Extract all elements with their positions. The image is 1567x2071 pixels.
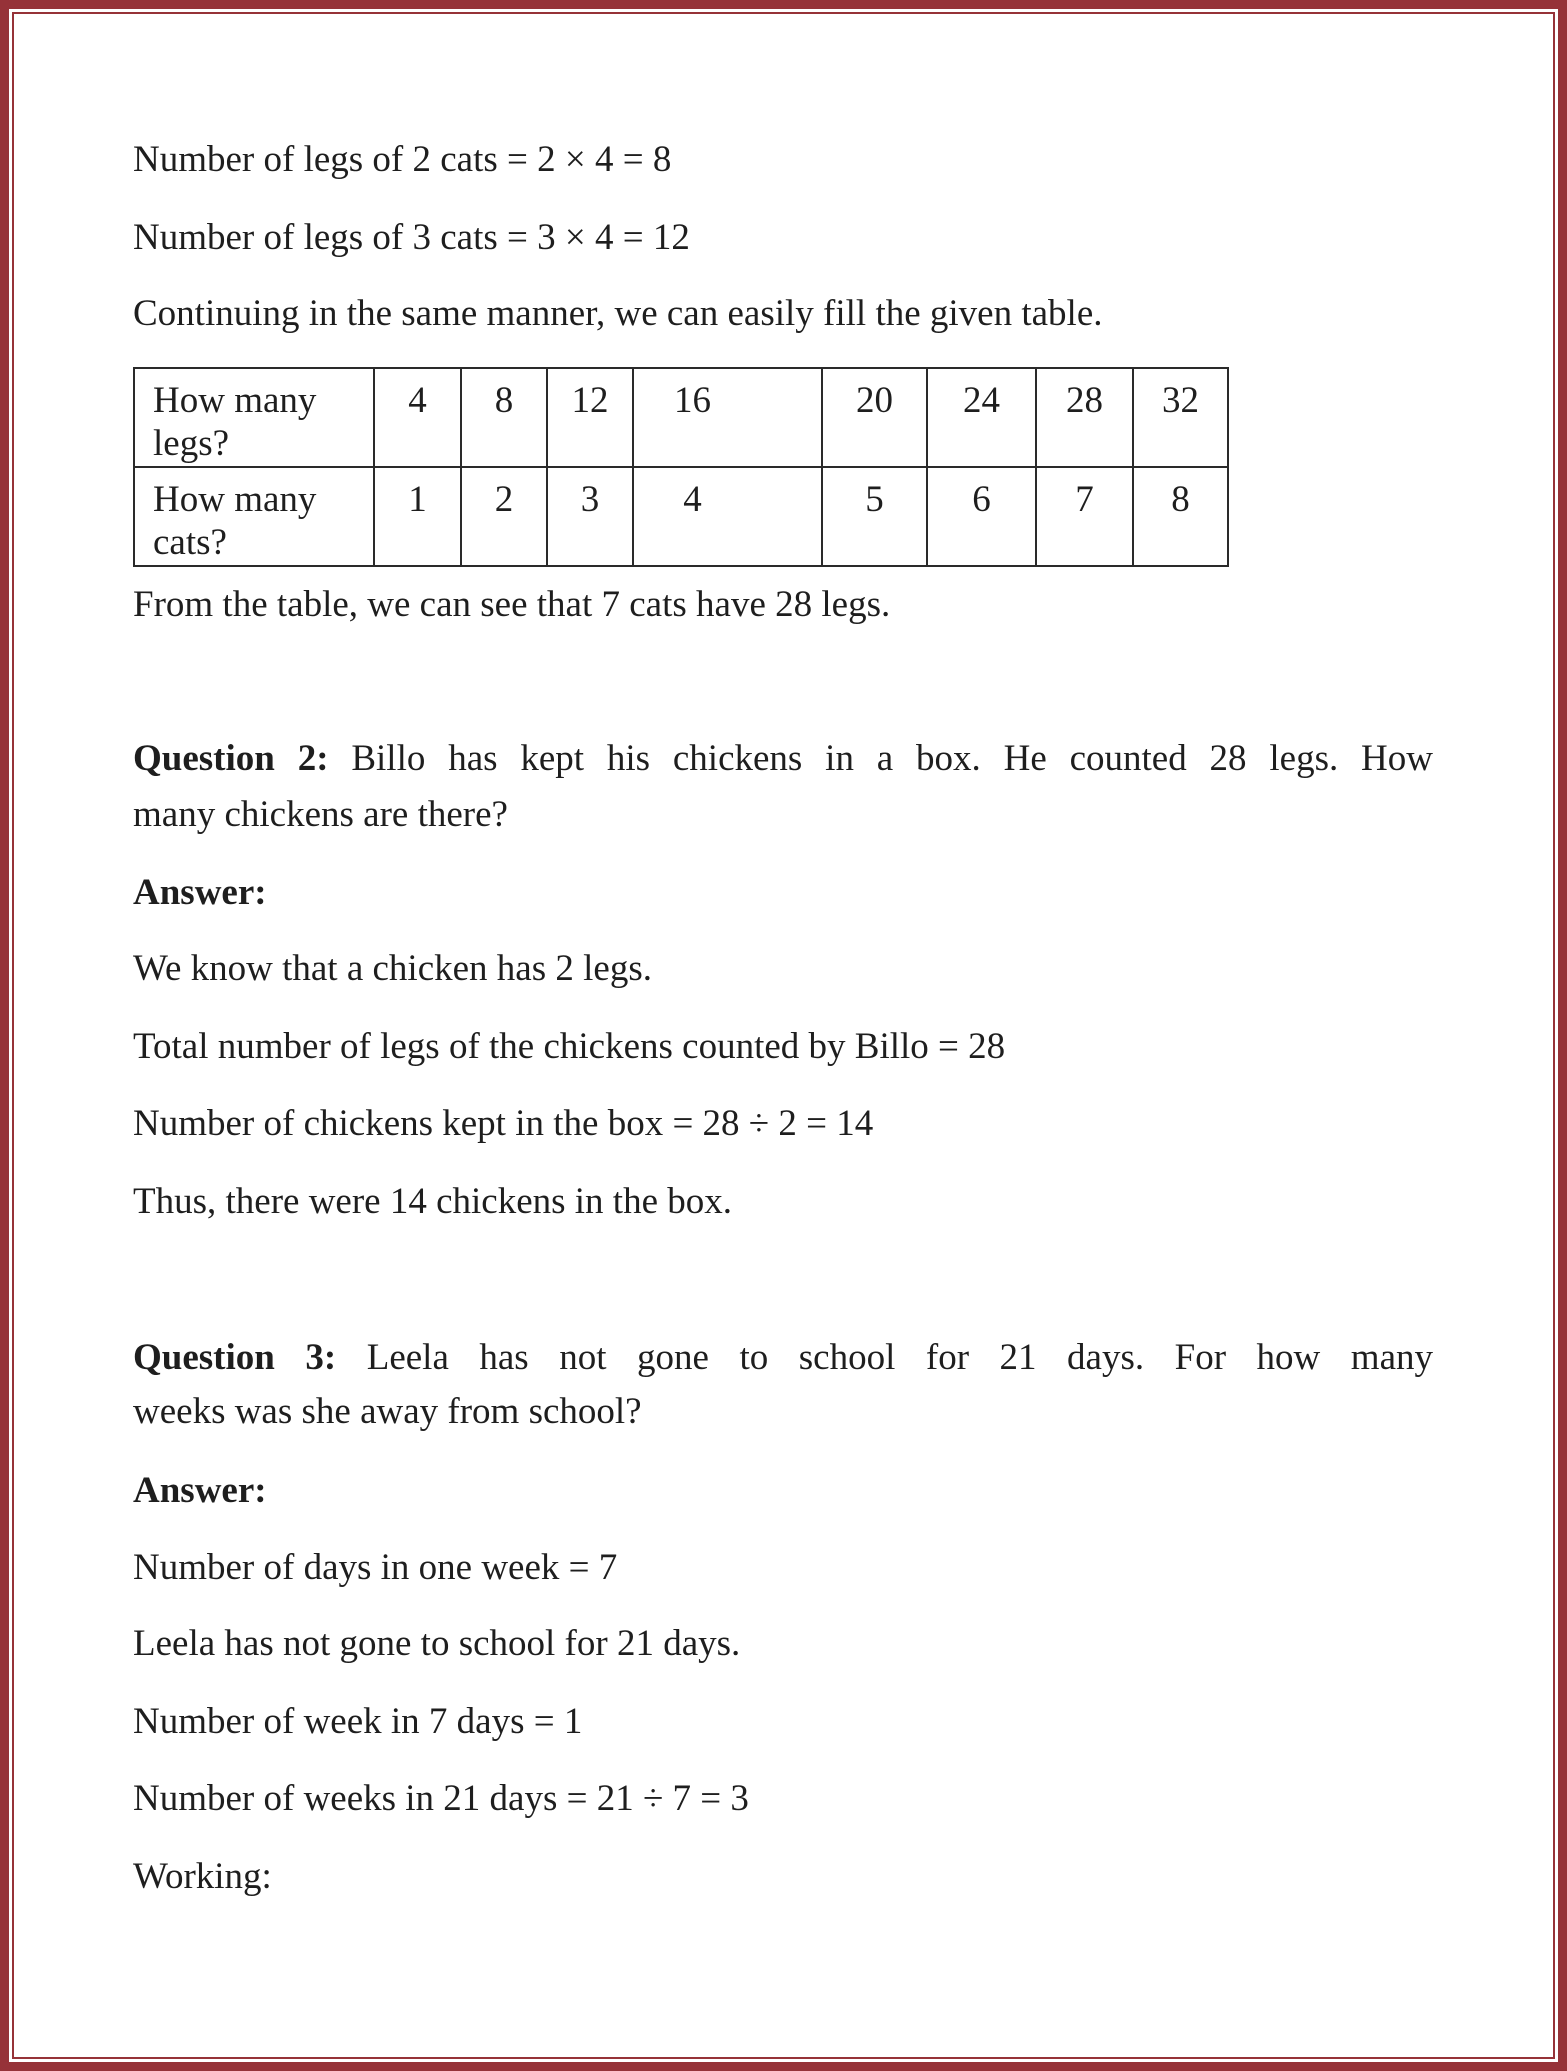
table-row — [134, 467, 1228, 566]
table-cell: 2 — [461, 467, 547, 566]
table-cell: 1 — [374, 467, 461, 566]
table-row — [134, 368, 1228, 467]
text-line: Number of weeks in 21 days = 21 ÷ 7 = 3 — [133, 1778, 749, 1819]
question-3-cont: weeks was she away from school? — [133, 1391, 642, 1432]
question-3 — [133, 1336, 1433, 1380]
table-cell: 4 — [374, 368, 461, 467]
table-cell: 12 — [547, 368, 633, 467]
table-cell: 3 — [547, 467, 633, 566]
text-line: Number of week in 7 days = 1 — [133, 1701, 583, 1742]
question-text: Billo has kept his chickens in a box. He counted 28 legs. How — [328, 738, 1433, 779]
legs-cats-table — [133, 367, 1229, 567]
table-cell: 8 — [461, 368, 547, 467]
text-line: Continuing in the same manner, we can easily fill the given table. — [133, 293, 1103, 334]
text-line: From the table, we can see that 7 cats have 28 legs. — [133, 584, 891, 625]
question-2-cont: many chickens are there? — [133, 794, 508, 835]
table-cell: 20 — [822, 368, 927, 467]
question-text: Leela has not gone to school for 21 days. For how many — [336, 1337, 1433, 1378]
table-cell: 4 — [633, 467, 822, 566]
answer-label — [133, 1469, 267, 1513]
text-line: We know that a chicken has 2 legs. — [133, 948, 652, 989]
text-line: Working: — [133, 1856, 272, 1897]
text-line: Thus, there were 14 chickens in the box. — [133, 1181, 733, 1222]
answer-label-text: Answer: — [133, 1470, 267, 1511]
table-cell: 6 — [927, 467, 1036, 566]
table-cell: 28 — [1036, 368, 1133, 467]
text-line: Total number of legs of the chickens counted by Billo = 28 — [133, 1026, 1006, 1067]
text-line: Number of days in one week = 7 — [133, 1547, 618, 1588]
table-cell: 8 — [1133, 467, 1228, 566]
question-label: Question 3: — [133, 1337, 337, 1378]
question-2 — [133, 737, 1433, 781]
text-line: Leela has not gone to school for 21 days. — [133, 1623, 741, 1664]
question-label: Question 2: — [133, 738, 329, 779]
table-cell: 24 — [927, 368, 1036, 467]
table-cell: 7 — [1036, 467, 1133, 566]
text-line: Number of legs of 2 cats = 2 × 4 = 8 — [133, 139, 672, 180]
table-cell: 16 — [633, 368, 822, 467]
answer-label — [133, 871, 267, 915]
row-header: How many cats? — [134, 467, 374, 566]
table-cell: 32 — [1133, 368, 1228, 467]
table-cell: 5 — [822, 467, 927, 566]
answer-label-text: Answer: — [133, 872, 267, 913]
text-line: Number of chickens kept in the box = 28 ÷ 2 = 14 — [133, 1103, 874, 1144]
text-line: Number of legs of 3 cats = 3 × 4 = 12 — [133, 217, 690, 258]
row-header: How many legs? — [134, 368, 374, 467]
